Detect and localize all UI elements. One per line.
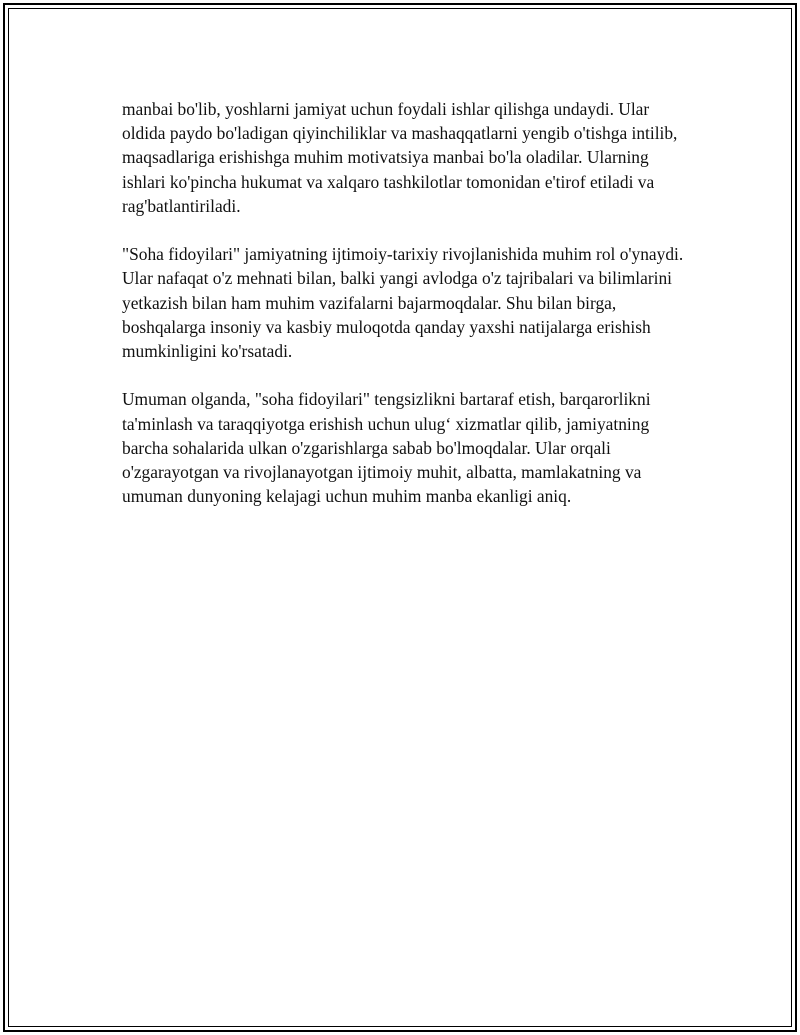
page-frame bbox=[3, 3, 797, 1032]
document-body bbox=[122, 97, 692, 533]
paragraph-3: Umuman olganda, "soha fidoyilari" tengsizlikni bartaraf etish, barqarorlikni ta'minlash va taraqqiyotga erishish uchun ulug‘ xizmatlar qilib, jamiyatning barcha sohalarida ulkan o'zgarishlarga sabab bo'lmoqdalar. Ular orqali o'zgarayotgan va rivojlanayotgan ijtimoiy muhit, albatta, mamlakatning va umuman dunyoning kelajagi uchun muhim manba ekanligi aniq. bbox=[122, 389, 651, 507]
paragraph-2: "Soha fidoyilari" jamiyatning ijtimoiy-tarixiy rivojlanishida muhim rol o'ynaydi. Ular nafaqat o'z mehnati bilan, balki yangi avlodga o'z tajribalari va bilimlarini yetkazish bilan ham muhim vazifalarni bajarmoqdalar. Shu bilan birga, boshqalarga insoniy va kasbiy muloqotda qanday yaxshi natijalarga erishish mumkinligini ko'rsatadi. bbox=[122, 244, 684, 362]
paragraph-1: manbai bo'lib, yoshlarni jamiyat uchun foydali ishlar qilishga undaydi. Ular oldida paydo bo'ladigan qiyinchiliklar va mashaqqatlarni yengib o'tishga intilib, maqsadlariga erishishga muhim motivatsiya manbai bo'la oladilar. Ularning ishlari ko'pincha hukumat va xalqaro tashkilotlar tomonidan e'tirof etiladi va rag'batlantiriladi. bbox=[122, 99, 678, 216]
